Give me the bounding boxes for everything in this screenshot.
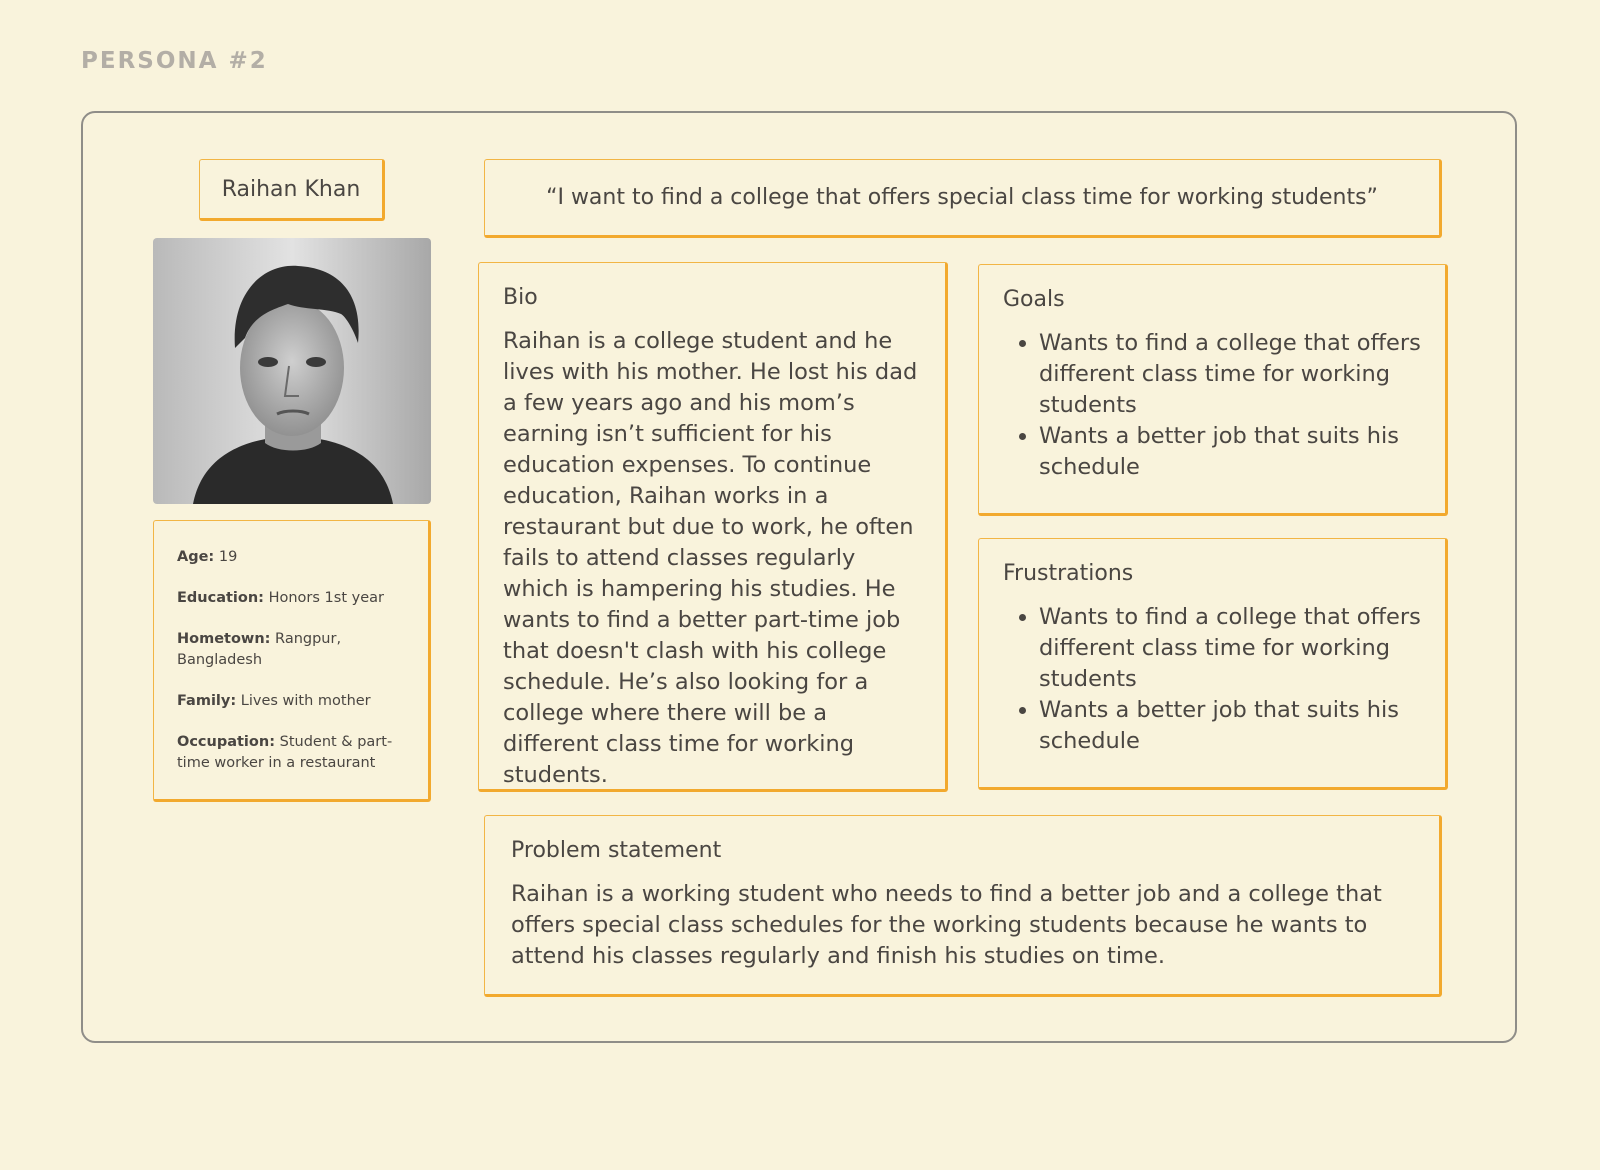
persona-details-card [153,520,431,802]
detail-education: Education: Honors 1st year [177,590,384,606]
goals-heading: Goals [1003,287,1065,312]
goals-list [1003,328,1425,483]
portrait-image [153,238,431,504]
persona-quote: “I want to find a college that offers special class time for working students” [546,185,1378,210]
list-item: • Wants a better job that suits his schedule [1039,695,1425,757]
detail-age: Age: 19 [177,549,238,565]
bio-heading: Bio [503,285,538,310]
list-item: • Wants to find a college that offers different class time for working students [1039,328,1425,421]
bio-card [478,262,948,792]
frustrations-list [1003,602,1425,757]
frustrations-heading: Frustrations [1003,561,1134,586]
detail-hometown: Hometown: Rangpur, Bangladesh [177,631,342,668]
problem-heading: Problem statement [511,838,722,863]
detail-family: Family: Lives with mother [177,693,371,709]
page-label: PERSONA #2 [81,48,268,74]
goals-card [978,264,1448,516]
persona-name: Raihan Khan [221,176,361,202]
frustrations-card [978,538,1448,790]
list-item: • Wants a better job that suits his schedule [1039,421,1425,483]
persona-name-card [199,159,385,221]
list-item: • Wants to find a college that offers different class time for working students [1039,602,1425,695]
persona-quote-card [484,159,1442,238]
problem-text: Raihan is a working student who needs to find a better job and a college that offers special class schedules for the working students because he wants to attend his classes regularly and finish his studies on time. [511,881,1382,969]
persona-photo [153,238,431,504]
bio-text: Raihan is a college student and he lives with his mother. He lost his dad a few years ago and his mom’s earning isn’t sufficient for his education expenses. To continue education, Raihan works in a restaurant but due to work, he often fails to attend classes regularly which is hampering his studies. He wants to find a better part-time job that doesn't clash with his college schedule. He’s also looking for a college where there will be a different class time for working students. [503,328,918,788]
problem-statement-card [484,815,1442,997]
detail-occupation: Occupation: Student & part-time worker in a restaurant [177,734,393,771]
